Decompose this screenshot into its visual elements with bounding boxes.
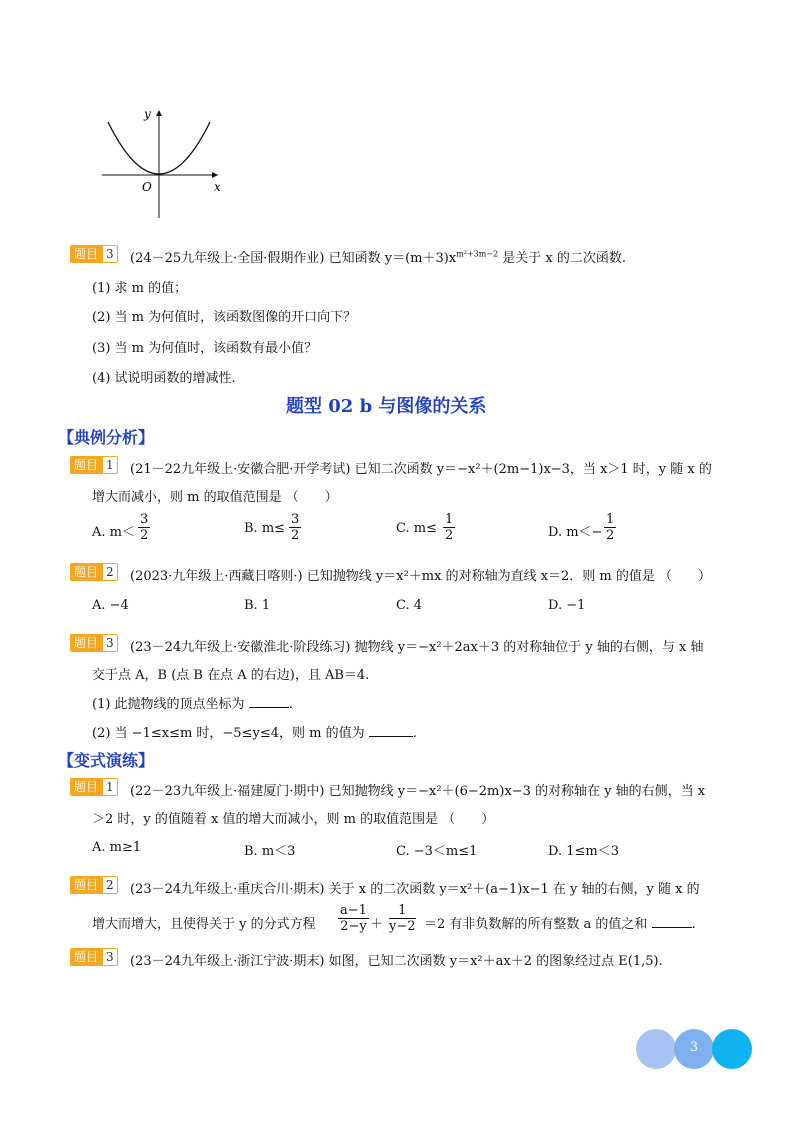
- pr2-line-1: (23－24九年级上·重庆合川·期末) 关于 x 的二次函数 y＝x²＋(a−1)x−1 在 y 轴的右侧，y 随 x 的: [130, 882, 700, 897]
- ex2-option-a: A. −4: [92, 598, 129, 613]
- pr1-line-1: (22－23九年级上·福建厦门·期中) 已知抛物线 y＝−x²＋(6−2m)x−3 的对称轴在 y 轴的右侧，当 x: [130, 784, 706, 799]
- ex2-option-c: C. 4: [396, 598, 423, 613]
- x-axis-label: x: [214, 180, 221, 194]
- ex1-option-a: A. m＜: [92, 525, 135, 540]
- ex2-line-1: (2023·九年级上·西藏日喀则·) 已知抛物线 y＝x²＋mx 的对称轴为直线 x＝2．则 m 的值是 （ ）: [130, 569, 712, 584]
- question-tag: 题目 1: [70, 778, 118, 796]
- pr3-line-1: (23－24九年级上·浙江宁波·期末) 如图，已知二次函数 y＝x²＋ax＋2 的图象经过点 E(1,5).: [130, 954, 663, 969]
- page-number: 3: [689, 1040, 699, 1055]
- q3a-part-4: (4) 试说明函数的增减性.: [92, 371, 236, 386]
- pr2-line-2-pre: 增大而增大，且使得关于 y 的分式方程: [92, 917, 316, 932]
- tag-label: 题目: [70, 245, 102, 263]
- pr2-plus: ＋: [370, 917, 384, 932]
- origin-label: O: [142, 180, 152, 194]
- pr2-fraction-1: $\frac{a-1}{2-y}$: [340, 903, 367, 934]
- practice-header: 【变式演练】: [58, 751, 155, 770]
- ex1-option-a-fraction: $\frac{3}{2}$: [140, 512, 149, 543]
- parabola-graph: [98, 104, 228, 224]
- question-tag: 题目 3: [70, 634, 118, 652]
- page-decoration-circle-left: [636, 1029, 676, 1069]
- pr1-option-d: D. 1≤m＜3: [548, 844, 619, 859]
- pr2-fraction-2: $\frac{1}{y-2}$: [389, 903, 416, 934]
- ex1-option-c-fraction: $\frac{1}{2}$: [445, 512, 454, 543]
- ex1-option-d: D. m＜−: [548, 525, 603, 540]
- ex3-part-1: (1) 此抛物线的顶点坐标为 .: [92, 697, 293, 712]
- q3a-part-3: (3) 当 m 为何值时，该函数有最小值？: [92, 341, 318, 356]
- ex1-option-c: C. m≤: [396, 521, 437, 536]
- question-tag: [70, 245, 118, 263]
- ex3-line-2: 交于点 A，B (点 B 在点 A 的右边)，且 AB＝4.: [92, 668, 370, 683]
- pr1-option-b: B. m＜3: [244, 844, 296, 859]
- answer-blank[interactable]: [369, 736, 413, 737]
- pr2-line-2-post: ＝2 有非负数解的所有整数 a 的值之和 .: [424, 917, 696, 932]
- ex3-part-2: (2) 当 −1≤x≤m 时，−5≤y≤4，则 m 的值为 .: [92, 726, 417, 741]
- ex2-option-d: D. −1: [548, 598, 586, 613]
- exponent: m²+3m−2: [456, 249, 499, 259]
- tag-number: 3: [102, 245, 118, 263]
- pr1-option-a: A. m≥1: [92, 840, 142, 855]
- question-tag: 题目 3: [70, 948, 118, 966]
- ex2-option-b: B. 1: [244, 598, 271, 613]
- pr1-option-c: C. −3＜m≤1: [396, 844, 478, 859]
- ex1-line-1: (21－22九年级上·安徽合肥·开学考试) 已知二次函数 y＝−x²＋(2m−1)x−3，当 x＞1 时，y 随 x 的: [130, 462, 712, 477]
- y-axis-arrow: [156, 110, 162, 116]
- question-tag: 题目 2: [70, 563, 118, 581]
- page-decoration-circle-right: [712, 1029, 752, 1069]
- section-title: 题型 02 b 与图像的关系: [286, 396, 487, 417]
- answer-blank[interactable]: [249, 707, 289, 708]
- ex3-line-1: (23－24九年级上·安徽淮北·阶段练习) 抛物线 y＝−x²＋2ax＋3 的对称轴位于 y 轴的右侧，与 x 轴: [130, 640, 704, 655]
- pr1-line-2: ＞2 时，y 的值随着 x 值的增大而减小，则 m 的取值范围是 （ ）: [92, 812, 495, 827]
- ex1-option-b-fraction: $\frac{3}{2}$: [291, 512, 300, 543]
- x-axis-arrow: [212, 172, 218, 178]
- ex1-line-2: 增大而减小，则 m 的取值范围是 （ ）: [92, 490, 338, 505]
- answer-blank[interactable]: [652, 927, 692, 928]
- question-tag: 题目 2: [70, 876, 118, 894]
- y-axis-label: y: [144, 107, 151, 121]
- ex1-option-b: B. m≤: [244, 521, 286, 536]
- q3a-stem: (24－25九年级上·全国·假期作业) 已知函数 $y=(m+3)x^{m^2+3m-2}$ 是关于 x 的二次函数.: [130, 249, 627, 266]
- q3a-part-1: (1) 求 m 的值；: [92, 281, 188, 296]
- question-tag: 题目 1: [70, 456, 118, 474]
- q3a-part-2: (2) 当 m 为何值时，该函数图像的开口向下？: [92, 310, 357, 325]
- example-header: 【典例分析】: [58, 428, 155, 447]
- ex1-option-d-fraction: $\frac{1}{2}$: [606, 512, 615, 543]
